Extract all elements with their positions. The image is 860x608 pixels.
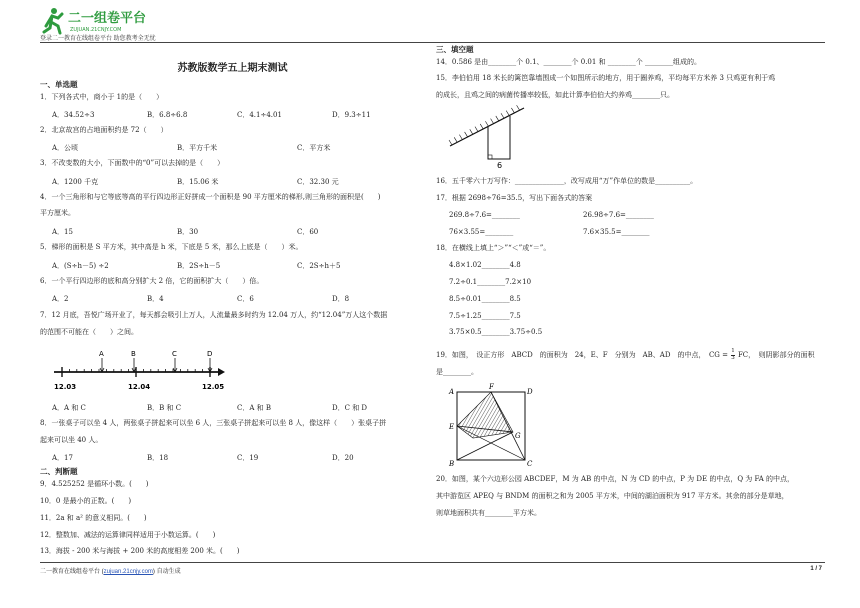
option[interactable]: B．平方千米: [177, 144, 218, 152]
q12: 12．整数加、减法的运算律同样适用于小数运算。( ): [40, 531, 216, 539]
logo-subtext: ZUJUAN.21CNJY.COM: [70, 27, 122, 33]
option[interactable]: D．8: [332, 295, 350, 303]
fraction: [731, 349, 735, 361]
option[interactable]: B．2S÷h－5: [177, 262, 221, 270]
fence-length-label: 6: [497, 161, 503, 170]
header-tagline: 登录二一教育在线组卷平台 助您教考全无忧: [40, 36, 156, 42]
q8-stem: 8．一张桌子可以坐 4 人，两张桌子拼起来可以坐 6 人，三张桌子拼起来可以坐 8 人，像这样（ ）张桌子拼: [40, 419, 387, 427]
wall-line: [450, 108, 524, 146]
q19-text-a: 19．如图， 设正方形 ABCD 的面积为 24，E、F 分别为 AB、AD 的中点， CG =: [436, 351, 728, 359]
q7-number-line: [52, 348, 227, 394]
hatch-mark: [470, 129, 473, 134]
vertex-label: B: [449, 460, 455, 468]
footer-source: [40, 566, 181, 575]
q16: 16．五千零六十万写作：______________，改写成用“万”作单位的数是__________。: [436, 177, 698, 185]
section-judge: 二、判断题: [40, 467, 78, 476]
q1-stem: 1．下列各式中，商小于 1的是（ ）: [40, 93, 164, 101]
option[interactable]: C．19: [237, 454, 259, 462]
option[interactable]: C．A 和 B: [237, 404, 272, 412]
option[interactable]: A．公顷: [52, 144, 79, 152]
option[interactable]: C．平方米: [297, 144, 331, 152]
option[interactable]: B．18: [147, 454, 169, 462]
fraction-numerator: 1: [731, 348, 735, 354]
vertex-label: F: [489, 383, 494, 391]
q4-stem-cont: 平方厘米。: [40, 209, 75, 217]
option[interactable]: C．4.1÷4.01: [237, 111, 282, 119]
footer-text: 二一教育在线组卷平台 (: [40, 569, 104, 575]
option[interactable]: A．17: [52, 454, 73, 462]
right-angle-mark: [488, 155, 492, 159]
q11: 11．2a 和 a² 的意义相同。( ): [40, 514, 147, 522]
q7-stem: 7．12 月底，吾悦广场开业了，每天都会吸引上万人，人流量最多时约为 12.04 万人，约“12.04”万人这个数据: [40, 311, 388, 319]
option[interactable]: D．9.3÷11: [332, 111, 371, 119]
vertex-label: C: [527, 460, 533, 468]
q18-item: 7.2÷0.1________7.2×10: [449, 278, 532, 286]
q19-line2: 是________。: [436, 368, 478, 376]
hatch-mark: [485, 121, 488, 126]
hatch-mark: [501, 113, 504, 118]
option[interactable]: C．32.30 元: [297, 178, 339, 186]
vertex-label: A: [449, 388, 455, 396]
runner-icon: [44, 8, 62, 33]
option[interactable]: A．(S÷h－5) ÷2: [52, 262, 109, 270]
option[interactable]: B．B 和 C: [147, 404, 182, 412]
q9: 9．4.525252 是循环小数。( ): [40, 480, 149, 488]
page-number: 1 / 7: [810, 566, 822, 572]
option[interactable]: A．A 和 C: [52, 404, 86, 412]
footer-link[interactable]: zujuan.21cnjy.com: [103, 569, 153, 575]
section-single-choice: 一、单选题: [40, 80, 78, 89]
option[interactable]: A．15: [52, 228, 73, 236]
vertex-label: D: [527, 388, 533, 396]
hatch-mark: [517, 105, 520, 110]
q4-stem: 4．一个三角形和与它等底等高的平行四边形正好拼成一个面积是 90 平方厘米的梯形,则三角形的面积是( ): [40, 193, 381, 201]
q15-fence-figure: [448, 104, 532, 170]
option[interactable]: B．4: [147, 295, 164, 303]
q20-line3: 则草地面积共有________平方米。: [436, 509, 541, 517]
q18-item: 4.8×1.02________4.8: [449, 261, 521, 269]
hatch-mark: [454, 137, 457, 142]
tick-label: 12.04: [128, 383, 151, 391]
vertex-label: G: [515, 432, 521, 440]
page-title: 苏教版数学五上期末测试: [177, 63, 288, 74]
point-label: B: [131, 350, 136, 358]
q17-item: 76×3.55=________: [449, 228, 514, 236]
option[interactable]: A．2: [52, 295, 69, 303]
hatch-mark: [480, 124, 483, 129]
logo-text: 二一组卷平台: [68, 11, 147, 26]
q13: 13．海拔 - 200 米与海拔 + 200 米的高度相差 200 米。( ): [40, 547, 240, 555]
q20-line1: 20．如图，某个六边形公园 ABCDEF，M 为 AB 的中点，N 为 CD 的中点，P 为 DE 的中点，Q 为 FA 的中点，: [436, 475, 795, 483]
hatch-mark: [449, 140, 452, 145]
q5-stem: 5．梯形的面积是 S 平方米，其中高是 h 米，下底是 5 米，那么上底是（ ）米。: [40, 243, 303, 251]
q18-item: 3.75×0.5________3.75÷0.5: [449, 328, 543, 336]
q15-line2: 的成长，且鸡之间的病菌传播率较低，如此计算李伯伯大约养鸡________只。: [436, 91, 674, 99]
hatch-mark: [459, 135, 462, 140]
q7-stem-cont: 的范围不可能在（ ）之间。: [40, 328, 138, 336]
footer-text: ) 自动生成: [152, 569, 181, 575]
q17-item: 26.98÷7.6=________: [583, 211, 654, 219]
hatch-mark: [496, 116, 499, 121]
footer-divider: [40, 562, 825, 563]
option[interactable]: C．60: [297, 228, 319, 236]
q17-item: 7.6×35.5=________: [583, 228, 650, 236]
fraction-denominator: 3: [731, 354, 735, 361]
q19-square-figure: [447, 380, 537, 470]
section-fill: 三、填空题: [436, 45, 474, 54]
q18-item: 7.5÷1.25________7.5: [449, 312, 521, 320]
option[interactable]: A．1200 千克: [52, 178, 99, 186]
option[interactable]: D．C 和 D: [332, 404, 368, 412]
hatch-mark: [475, 127, 478, 132]
option[interactable]: A．34.52÷3: [52, 111, 95, 119]
option[interactable]: B．6.8÷6.8: [147, 111, 188, 119]
option[interactable]: C．2S÷h＋5: [297, 262, 341, 270]
q14: 14．0.586 是由________个 0.1、________个 0.01 和 ________个 ________组成的。: [436, 58, 702, 66]
arrow-icon: [218, 368, 225, 376]
q20-line2: 其中游览区 APEQ 与 BNDM 的面积之和为 2005 平方米，中间的湖泊面积为 917 平方米。其余的部分是草地，: [436, 492, 789, 500]
tick-label: 12.05: [202, 383, 225, 391]
vertex-label: E: [449, 423, 455, 431]
q10: 10．0 是最小的正数。( ): [40, 497, 132, 505]
option[interactable]: B．30: [177, 228, 199, 236]
option[interactable]: C．6: [237, 295, 254, 303]
tick-label: 12.03: [54, 383, 77, 391]
site-logo: [40, 6, 160, 34]
point-label: C: [172, 350, 177, 358]
q3-stem: 3．不改变数的大小，下面数中的“0”可以去掉的是（ ）: [40, 159, 225, 167]
q19-line1: [436, 349, 815, 361]
q19-text-b: FC， 则阴影部分的面积: [737, 351, 815, 359]
q15-line1: 15．李伯伯用 18 米长的篱笆靠墙围成一个如图所示的地方，用于圈养鸡，平均每平方米养 3 只鸡更有利于鸡: [436, 74, 776, 82]
option[interactable]: B．15.06 米: [177, 178, 219, 186]
point-label: D: [207, 350, 213, 358]
q18-item: 8.5÷0.01________8.5: [449, 295, 521, 303]
hatch-mark: [465, 132, 468, 137]
q2-stem: 2．北京故宫的占地面积约是 72（ ）: [40, 126, 168, 134]
hatch-mark: [491, 119, 494, 124]
fence-outline: [488, 116, 510, 159]
wall-hatching: [449, 105, 520, 145]
option[interactable]: D．20: [332, 454, 354, 462]
hatch-mark: [511, 108, 514, 113]
point-label: A: [99, 350, 104, 358]
hatch-mark: [506, 111, 509, 116]
q6-stem: 6．一个平行四边形的底和高分别扩大 2 倍，它的面积扩大（ ）倍。: [40, 277, 264, 285]
q8-stem-cont: 起来可以坐 40 人。: [40, 436, 103, 444]
header-divider: [40, 42, 825, 43]
q17-stem: 17．根据 2698÷76=35.5，写出下面各式的答案: [436, 194, 593, 202]
q18-stem: 18．在横线上填上“＞”“＜”或“＝”。: [436, 244, 551, 252]
q17-item: 269.8÷7.6=________: [449, 211, 520, 219]
